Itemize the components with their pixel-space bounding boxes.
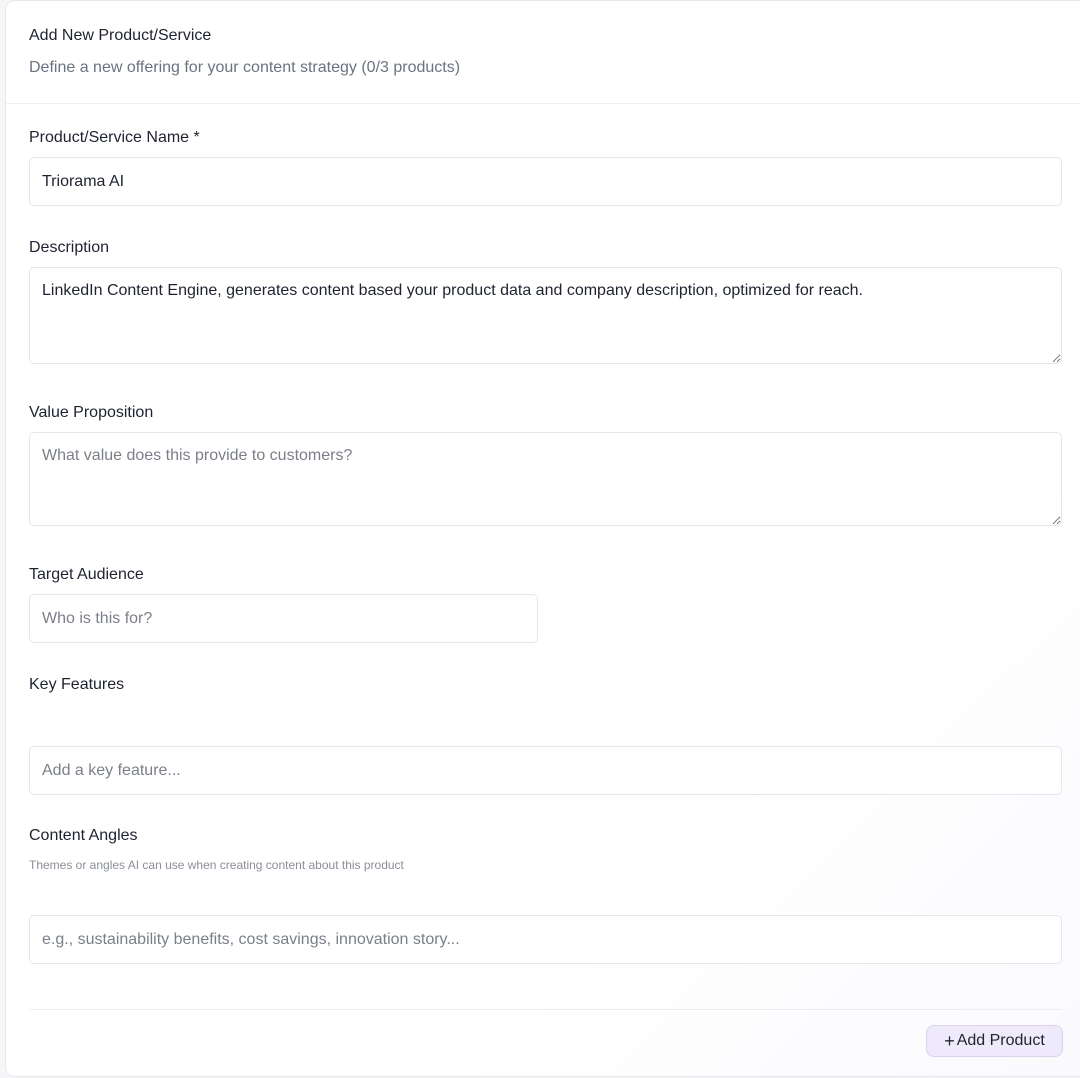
product-name-label: Product/Service Name *	[29, 129, 200, 146]
target-audience-input[interactable]	[29, 594, 538, 643]
description-textarea[interactable]	[29, 267, 1062, 364]
add-product-card	[5, 0, 1080, 1077]
key-feature-input[interactable]	[29, 746, 1062, 795]
content-angles-label: Content Angles	[29, 827, 138, 844]
description-label: Description	[29, 239, 110, 256]
product-name-input[interactable]	[29, 157, 1062, 206]
value-proposition-textarea[interactable]	[29, 432, 1062, 526]
add-product-label: Add Product	[956, 1032, 1045, 1049]
card-header	[29, 26, 460, 78]
card-title: Add New Product/Service	[29, 27, 212, 44]
footer-divider	[29, 1009, 1062, 1010]
plus-icon: +	[944, 1031, 955, 1051]
header-divider	[6, 103, 1080, 104]
target-audience-label: Target Audience	[29, 566, 144, 583]
content-angle-input[interactable]	[29, 915, 1062, 964]
key-features-label: Key Features	[29, 676, 125, 693]
add-product-button[interactable]	[926, 1025, 1063, 1057]
content-angles-hint: Themes or angles AI can use when creating content about this product	[29, 858, 404, 872]
value-proposition-label: Value Proposition	[29, 404, 154, 421]
card-subtitle: Define a new offering for your content strategy (0/3 products)	[29, 59, 461, 76]
